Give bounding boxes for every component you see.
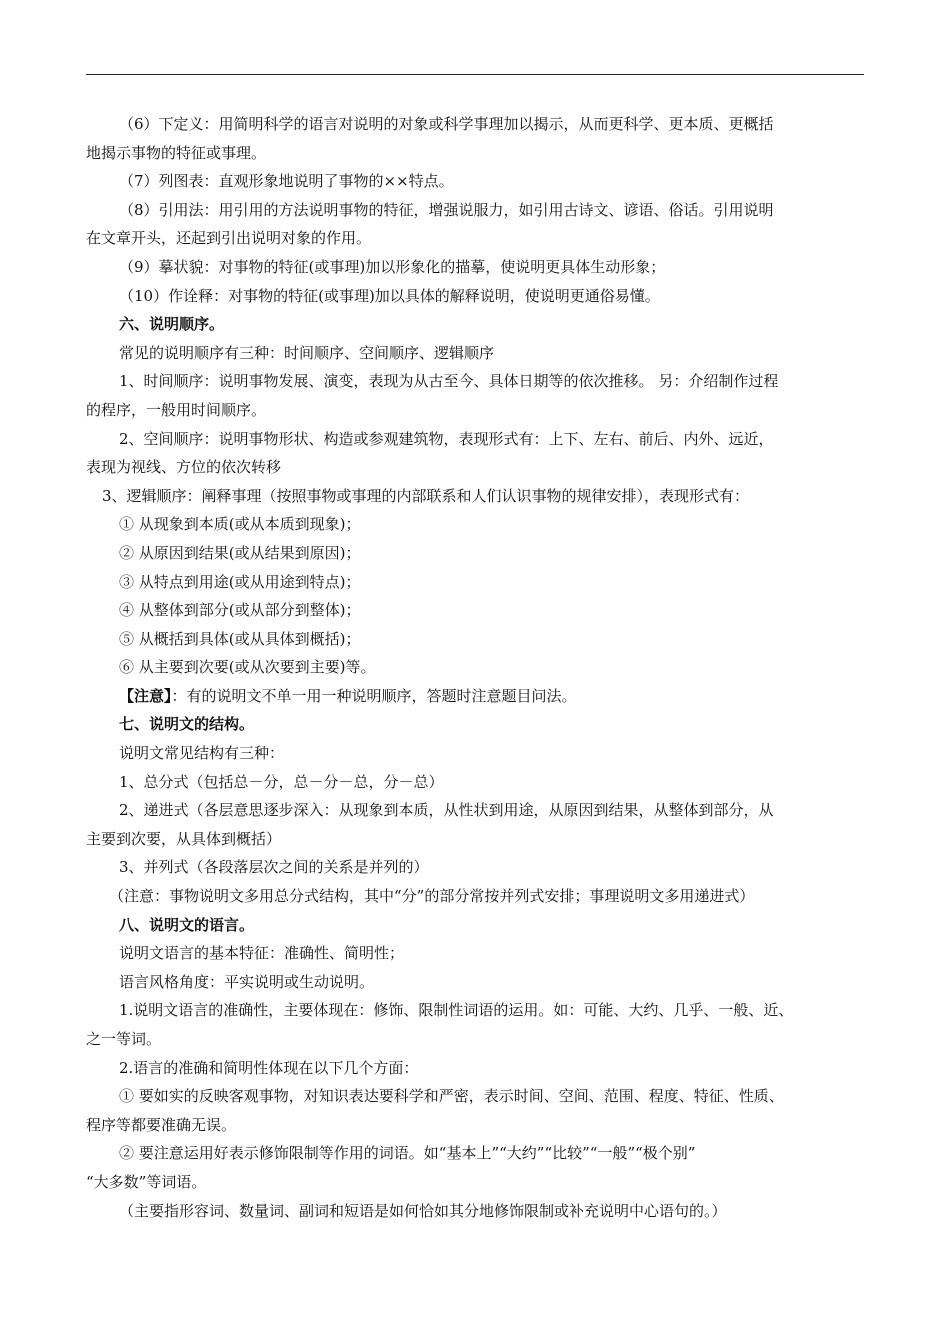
list-item: ① 从现象到本质(或从本质到现象)； <box>119 515 361 534</box>
paragraph-line: 2.语言的准确和简明性体现在以下几个方面： <box>119 1058 419 1077</box>
note-label: 【注意】 <box>119 686 172 705</box>
paragraph-line: （6）下定义：用简明科学的语言对说明的对象或科学事理加以揭示，从而更科学、更本质、更概括 <box>119 115 774 133</box>
list-item: ② 从原因到结果(或从结果到原因)； <box>119 543 361 562</box>
paragraph-line: （主要指形容词、数量词、副词和短语是如何恰如其分地修饰限制或补充说明中心语句的。） <box>119 1201 727 1220</box>
paragraph-line: ② 要注意运用好表示修饰限制等作用的词语。如“基本上”“大约”“比较”“一般”“极个别” <box>119 1144 696 1163</box>
paragraph-line: 1、总分式（包括总－分，总－分－总，分－总） <box>119 772 444 791</box>
paragraph-line: （10）作诠释：对事物的特征(或事理)加以具体的解释说明，使说明更通俗易懂。 <box>119 286 660 305</box>
paragraph-line: “大多数”等词语。 <box>86 1172 207 1191</box>
paragraph-line: 语言风格角度：平实说明或生动说明。 <box>119 972 375 991</box>
paragraph-line: 3、逻辑顺序：阐释事理（按照事物或事理的内部联系和人们认识事物的规律安排），表现形式有： <box>102 486 750 505</box>
paragraph-line: 2、递进式（各层意思逐步深入：从现象到本质，从性状到用途，从原因到结果，从整体到部分，从 <box>119 801 774 820</box>
paragraph-line: 3、并列式（各段落层次之间的关系是并列的） <box>119 858 429 877</box>
paragraph-line: （8）引用法：用引用的方法说明事物的特征，增强说服力，如引用古诗文、谚语、俗话。引用说明 <box>119 200 774 219</box>
paragraph-line: 主要到次要，从具体到概括） <box>86 829 282 848</box>
list-item: ⑤ 从概括到具体(或从具体到概括)； <box>119 629 361 648</box>
paragraph-line: 2、空间顺序：说明事物形状、构造或参观建筑物，表现形式有：上下、左右、前后、内外、远近， <box>119 429 774 448</box>
paragraph-line: （9）摹状貌：对事物的特征(或事理)加以形象化的描摹，使说明更具体生动形象； <box>119 257 666 276</box>
document-body <box>86 110 866 1225</box>
note-line <box>86 682 866 711</box>
paragraph-line: 1、时间顺序：说明事物发展、演变，表现为从古至今、具体日期等的依次推移。 另：介绍制作过程 <box>119 372 779 391</box>
paragraph-line: 程序等都要准确无误。 <box>86 1115 237 1134</box>
paragraph-line: 常见的说明顺序有三种：时间顺序、空间顺序、逻辑顺序 <box>119 343 495 362</box>
paragraph-line: 的程序，一般用时间顺序。 <box>86 400 267 419</box>
list-item: ④ 从整体到部分(或从部分到整体)； <box>119 601 361 620</box>
paragraph-line: 之一等词。 <box>86 1030 162 1048</box>
paragraph-line: 说明文语言的基本特征：准确性、简明性； <box>119 944 405 963</box>
list-item: ③ 从特点到用途(或从用途到特点)； <box>119 572 361 591</box>
list-item: ⑥ 从主要到次要(或从次要到主要)等。 <box>119 658 376 677</box>
section-heading: 七、说明文的结构。 <box>119 715 255 734</box>
paragraph-line: （注意：事物说明文多用总分式结构，其中“分”的部分常按并列式安排；事理说明文多用递进式） <box>109 887 755 906</box>
paragraph-line: 说明文常见结构有三种： <box>119 744 285 763</box>
paragraph-line: 1.说明文语言的准确性，主要体现在：修饰、限制性词语的运用。如：可能、大约、几乎、一般、近、 <box>119 1001 794 1020</box>
paragraph-line: （7）列图表：直观形象地说明了事物的××特点。 <box>119 172 454 191</box>
paragraph-line: ① 要如实的反映客观事物，对知识表达要科学和严密，表示时间、空间、范围、程度、特征、性质、 <box>119 1087 784 1106</box>
paragraph-line: 在文章开头，还起到引出说明对象的作用。 <box>86 229 372 248</box>
section-heading: 六、说明顺序。 <box>119 315 225 334</box>
paragraph-line: 地揭示事物的特征或事理。 <box>86 143 267 162</box>
header-rule <box>86 74 864 75</box>
paragraph-line: 表现为视线、方位的依次转移 <box>86 458 282 477</box>
section-heading: 八、说明文的语言。 <box>119 915 255 934</box>
note-text: ：有的说明文不单一用一种说明顺序，答题时注意题目问法。 <box>171 686 577 705</box>
